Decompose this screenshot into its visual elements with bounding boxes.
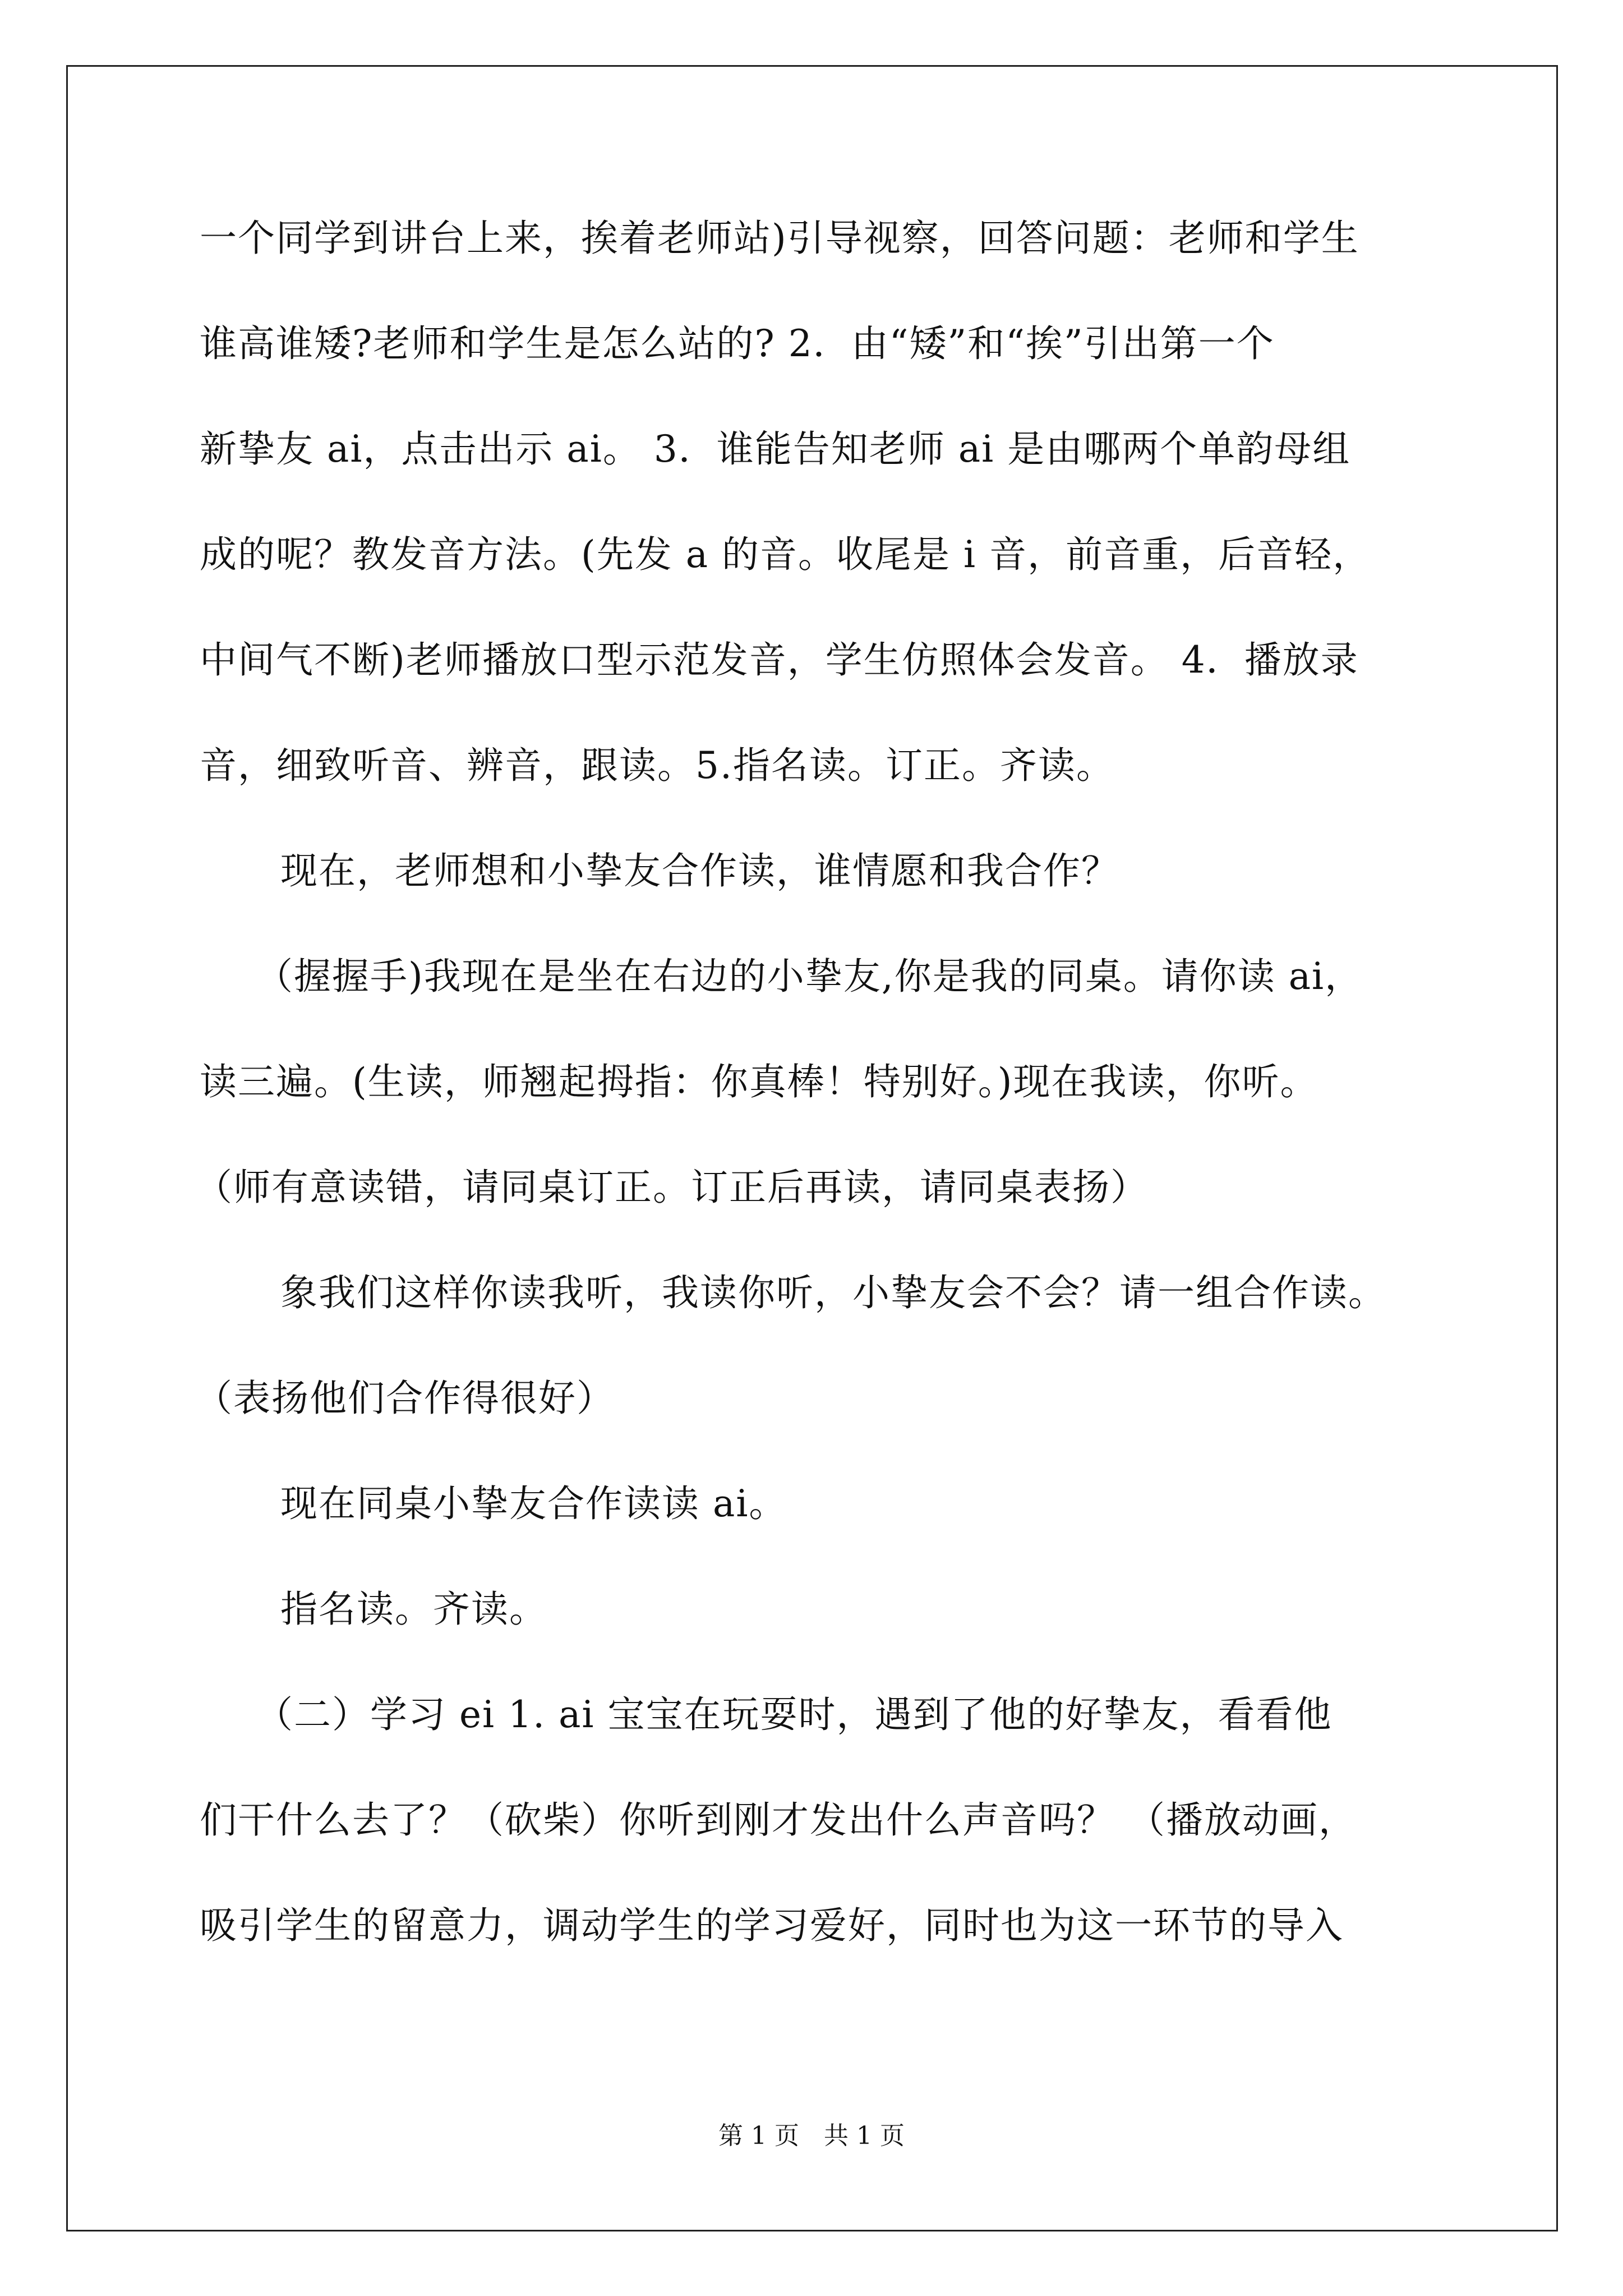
text-line: 一个同学到讲台上来，挨着老师站)引导视察，回答问题：老师和学生	[200, 217, 1359, 260]
text-line: 成的呢？教发音方法。(先发 a 的音。收尾是 i 音，前音重，后音轻，	[200, 533, 1371, 576]
text-line: （握握手)我现在是坐在右边的小挚友,你是我的同桌。请你读 ai，	[256, 955, 1363, 998]
text-line: （二）学习 ei 1. ai 宝宝在玩耍时，遇到了他的好挚友，看看他	[256, 1693, 1332, 1736]
text-line: 指名读。齐读。	[280, 1588, 547, 1631]
page-number-label: 第 1 页 共 1 页	[718, 2122, 905, 2150]
text-line: 现在同桌小挚友合作读读 ai。	[280, 1482, 787, 1525]
text-line: （表扬他们合作得很好）	[195, 1377, 615, 1420]
text-line: 谁高谁矮?老师和学生是怎么站的? 2．由“矮”和“挨”引出第一个	[200, 322, 1275, 365]
text-line: 现在，老师想和小挚友合作读，谁情愿和我合作？	[280, 849, 1119, 892]
text-line: 中间气不断)老师播放口型示范发音，学生仿照体会发音。 4．播放录	[200, 638, 1359, 682]
text-line: 象我们这样你读我听，我读你听，小挚友会不会？请一组合作读。	[280, 1271, 1386, 1314]
text-line: 音，细致听音、辨音，跟读。5.指名读。订正。齐读。	[200, 744, 1114, 787]
text-line: 们干什么去了？（砍柴）你听到刚才发出什么声音吗？ （播放动画，	[200, 1798, 1357, 1842]
text-line: （师有意读错，请同桌订正。订正后再读，请同桌表扬）	[195, 1166, 1149, 1209]
text-line: 新挚友 ai，点击出示 ai。 3．谁能告知老师 ai 是由哪两个单韵母组	[200, 427, 1351, 471]
text-line: 读三遍。(生读，师翘起拇指：你真棒！特别好。)现在我读，你听。	[200, 1060, 1318, 1103]
page-footer	[0, 2119, 1623, 2153]
text-line: 吸引学生的留意力，调动学生的学习爱好，同时也为这一环节的导入	[200, 1904, 1344, 1947]
